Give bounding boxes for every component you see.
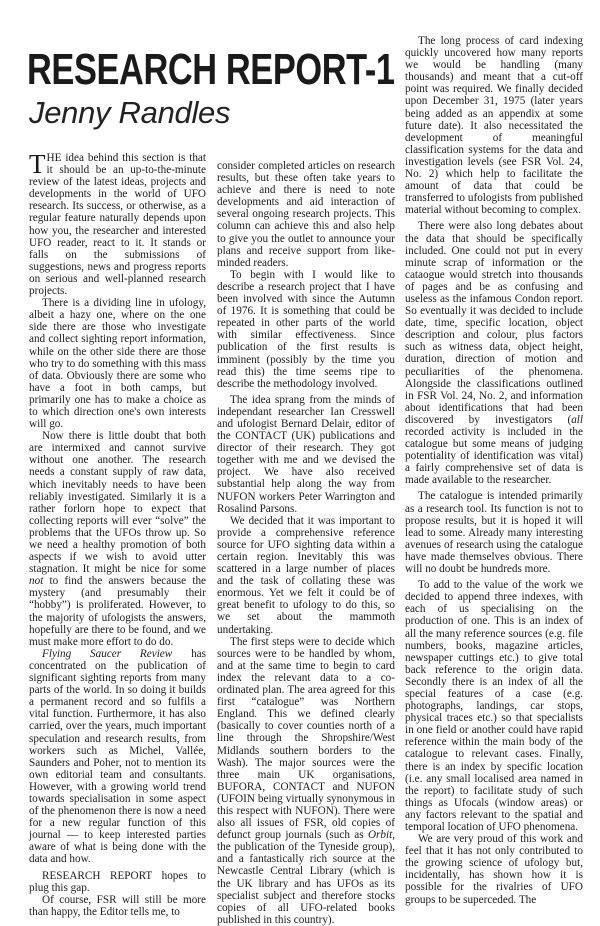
italic-text: Flying Saucer Review: [42, 647, 173, 660]
text-run: We are very proud of this work and feel that it has not only contributed to the growing science of ufology but, incidentally, has shown how it is possible for the rivalries of UFO groups to be superceded. The: [405, 833, 583, 906]
paragraph: [405, 220, 583, 486]
paragraph: [405, 833, 583, 906]
paragraph: [29, 430, 206, 648]
paragraph: [29, 870, 206, 894]
text-run: To begin with I would like to describe a research project that I have been involved with since the Autumn of 1976. It is something that could be repeated in other parts of the world with similar effectiveness. Since publication of the first results is imminent (possibly by the time you read this) the time seems ripe to describe the methodology involved.: [217, 268, 395, 390]
paragraph: [217, 269, 395, 390]
text-run: We decided that it was important to provide a comprehensive reference source for UFO sighting data within a certain region. Inevitably this was scattered in a large number of places and the task of collating these was enormous. Yet we felt it could be of great benefit to ufology to do this, so we set about the mammoth undertaking.: [217, 514, 395, 636]
text-run: To add to the value of the work we decided to append three indexes, with each of us specialising on the production of one. This is an index of all the many reference sources (e.g. file numbers, books, magazine articles, newspaper cuttings etc.) to give total back reference to the origin data. Secondly there is an index of all the special features of a case (e.g. photographs, landings, car stops, physical traces etc.) so that specialists in one field or another could have rapid reference within the main body of the catalogue to relevant cases. Finally, there is an index by specific location (i.e. any small localised area named in the report) to facilitate study of such things as Ufocals (window areas) or any factors relevant to the spatial and temporal location of UFO phenomena.: [405, 579, 583, 833]
paragraph: [405, 579, 583, 833]
text-run: RESEARCH REPORT hopes to plug this gap.: [29, 869, 206, 894]
author-byline: Jenny Randles: [29, 95, 231, 130]
paragraph: [217, 515, 395, 636]
paragraph: [217, 160, 395, 269]
paragraph: [29, 894, 206, 918]
text-run: to find the answers because the mystery (and presumably their “hobby”) is proliferated. However, to the majority of ufologists the answers, hopefully are there to be found, and we must make more effort to do do.: [29, 575, 206, 648]
italic-text: all: [571, 413, 583, 426]
text-run: consider completed articles on research results, but these often take years to achieve and there is need to note developments and aid interaction of several ongoing research projects. This column can achieve this and also help to give you the outlet to announce your plans and receive support from like-minded readers.: [217, 160, 395, 269]
text-run: The first steps were to decide which sources were to be handled by whom, and at the same time to begin to card index the relevant data to a co-ordinated plan. The area agreed for this first “catalogue” was Northern England. This we defined clearly (basically to cover counties north of a line through the Shropshire/West Midlands southern borders to the Wash). The major sources were the three main UK organisations, BUFORA, CONTACT and NUFON (UFOIN being virtually synonymous in this respect with NUFON). There were also all issues of FSR, old copies of defunct group journals (such as: [217, 635, 395, 842]
text-run: recorded activity is included in the catalogue but some means of judging potentiality of identification was vital) a fairly comprehensive set of data is made available to the researcher.: [405, 426, 583, 487]
text-run: , the publication of the Tyneside group), and a fantastically rich source at the Newcastle Central Library (which is the UK library and has UFOs as its specialist subject and therefore stocks copies of all UFO-related books published in this country).: [217, 829, 395, 926]
text-column-3: [405, 35, 583, 906]
text-run: There were also long debates about the data that should be specifically included. One could not put in every minute scrap of information or the cataogue would stretch into thousands of pages and be as confusing and useless as the infamous Condon report. So eventually it was decided to include date, time, specific location, object description and colour, plus factors such as witness data, object height, duration, direction of motion and peculiarities of the phenomena. Alongside the classifications outlined in FSR Vol. 24, No. 2, and information about identifications that had been discovered by investigators (: [405, 220, 583, 426]
paragraph: [29, 648, 206, 866]
italic-text: not: [29, 575, 44, 588]
paragraph: [217, 394, 395, 515]
text-column-2: [217, 160, 395, 926]
text-run: Now there is little doubt that both are intermixed and cannot survive without one another. The research needs a constant supply of raw data, which inevitably needs to have been reliably investigated. Similarly it is a rather forlorn hope to expect that collecting reports will ever “solve” the problems that the UFOs throw up. So we need a healthy promotion of both aspects if we wish to avoid utter stagnation. It might be nice for some: [29, 430, 206, 576]
italic-text: Orbit: [367, 829, 393, 842]
drop-cap: T: [29, 149, 46, 179]
text-run: has concentrated on the publication of significant sighting reports from many parts of the world. In so doing it builds a permanent record and so fulfils a vital function. Furthermore, it has also carried, over the years, much important speculation and research results, from workers such as Michel, Vallée, Saunders and Poher, not to mention its own editorial team and consultants. However, with a growing world trend towards specialisation in some aspect of the phenomenon there is now a need for a new regular function of this journal — to keep interested parties aware of what is being done with the data and how.: [29, 647, 206, 866]
paragraph: [405, 490, 583, 575]
paragraph: [29, 297, 206, 430]
text-column-1: [29, 149, 206, 918]
text-run: The idea sprang from the minds of independant researcher Ian Cresswell and ufologist Bernard Delair, editor of the CONTACT (UK) publications and director of their research. They got together with me and we devised the project. We have also received substantial help along the way from NUFON workers Peter Warrington and Rosalind Parsons.: [217, 393, 395, 515]
text-run: HE idea behind this section is that it should be an up-to-the-minute review of the latest ideas, projects and developments in the world of UFO research. Its success, or otherwise, as a regular feature naturally depends upon how you, the researcher and interested UFO reader, react to it. It stands or falls on the submissions of suggestions, news and progress reports on serious and well-planned research projects.: [29, 152, 206, 298]
paragraph: [217, 636, 395, 926]
paragraph: [29, 149, 206, 298]
text-run: The long process of card indexing quickly uncovered how many reports we would be handling (many thousands) and meant that a cut-off point was required. We finally decided upon December 31, 1975 (later years being added as an appendix at some future date). It also necessitated the development of meaningful classification systems for the data and investigation levels (see FSR Vol. 24, No. 2) which help to facilitate the amount of data that could be transferred to ufologists from published material without becoming to complex.: [405, 35, 583, 217]
text-run: The catalogue is intended primarily as a research tool. Its function is not to propose results, but it is hoped it will lead to some. Already many interesting avenues of research using the catalogue have made themselves obvious. There will no doubt be hundreds more.: [405, 490, 583, 576]
article-title: RESEARCH REPORT-1: [27, 45, 395, 94]
text-run: Of course, FSR will still be more than happy, the Editor tells me, to: [29, 893, 206, 918]
text-run: There is a dividing line in ufology, albeit a hazy one, where on the one side there are those who investigate and collect sighting report information, while on the other side there are those who try to do something with this mass of data. Obviously there are some who have a foot in both camps, but primarily one has to make a choice as to which direction one's own interests will go.: [29, 297, 206, 431]
paragraph: [405, 35, 583, 216]
